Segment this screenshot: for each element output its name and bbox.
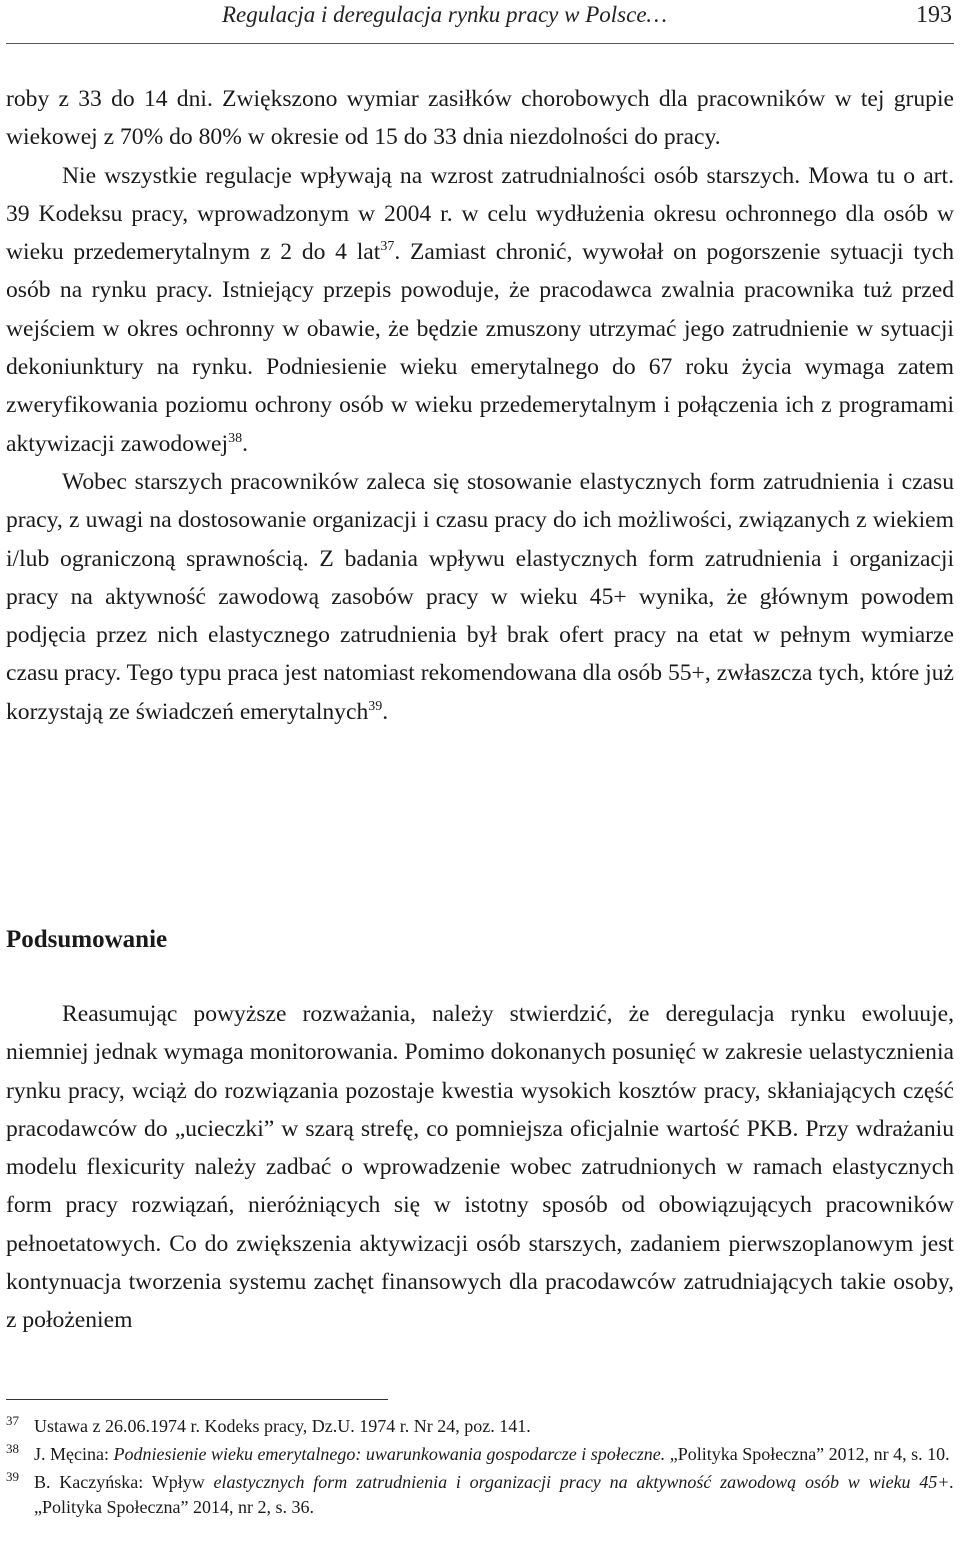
- footnote-text: Ustawa z 26.06.1974 r. Kodeks pracy, Dz.U. 1974 r. Nr 24, poz. 141.: [34, 1416, 531, 1436]
- paragraph-text: .: [242, 430, 248, 457]
- footnote-source: „Polityka Społeczna” 2014, nr 2, s. 36.: [34, 1497, 314, 1517]
- footnote-title: Podniesienie wieku emerytalnego: uwarunkowania gospodarcze i społeczne.: [113, 1444, 666, 1464]
- footnote-number: 38: [6, 1441, 19, 1456]
- footnote-number: 37: [6, 1413, 19, 1428]
- footnote-source: „Polityka Społeczna” 2012, nr 4, s. 10.: [665, 1444, 950, 1464]
- paragraph-text: Nie wszystkie regulacje wpływają na wzrost zatrudnialności osób starszych. Mowa tu o art. 39 Kodeksu pracy, wprowadzonym w 2004 r. w celu wydłużenia okresu ochronnego dla osób w wieku przedemerytalnym z 2 do 4 lat: [6, 162, 954, 266]
- footnote-ref-37[interactable]: 37: [380, 239, 395, 255]
- footnote-number: 39: [6, 1469, 19, 1484]
- footnote-37: [6, 1414, 954, 1439]
- footnote-title: elastycznych form zatrudnienia i organizacji pracy na aktywność zawodową osób w wieku 45+.: [213, 1472, 955, 1492]
- footnotes: [6, 1414, 954, 1523]
- summary-text-block: [6, 995, 954, 1340]
- page-number: 193: [916, 2, 952, 28]
- paragraph-regulations: [6, 157, 954, 463]
- section-heading: Podsumowanie: [6, 926, 168, 953]
- footnote-ref-39[interactable]: 39: [368, 698, 383, 714]
- footnote-text: J. Męcina:: [34, 1444, 114, 1464]
- running-header: [0, 0, 960, 44]
- paragraph-flexible-forms: [6, 463, 954, 731]
- paragraph-text: .: [382, 698, 389, 725]
- body-text-block: [6, 80, 954, 731]
- paragraph-continued: roby z 33 do 14 dni. Zwiększono wymiar zasiłków chorobowych dla pracowników w tej grupie wiekowej z 70% do 80% w okresie od 15 do 33 dnia niezdolności do pracy.: [6, 86, 954, 151]
- paragraph-summary: Reasumując powyższe rozważania, należy stwierdzić, że deregulacja rynku ewoluuje, niemniej jednak wymaga monitorowania. Pomimo dokonanych posunięć w zakresie uelastycznienia rynku pracy, wciąż do rozwiązania pozostaje kwestia wysokich kosztów pracy, skłaniających część pracodawców do „ucieczki” w szarą strefę, co pomniejsza oficjalnie wartość PKB. Przy wdrażaniu modelu flexicurity należy zadbać o wprowadzenie wobec zatrudnionych w ramach elastycznych form pracy rozwiązań, nieróżniących się w istotny sposób od obowiązujących pracowników pełnoetatowych. Co do zwiększenia aktywizacji osób starszych, zadaniem pierwszoplanowym jest kontynuacja tworzenia systemu zachęt finansowych dla pracodawców zatrudniających takie osoby, z położeniem: [6, 1001, 954, 1334]
- paragraph-text: . Zamiast chronić, wywołał on pogorszenie sytuacji tych osób na rynku pracy. Istniejący przepis powoduje, że pracodawca zwalnia pracownika tuż przed wejściem w okres ochronny w obawie, że będzie zmuszony utrzymać jego zatrudnienie w sytuacji dekoniunktury na rynku. Podniesienie wieku emerytalnego do 67 roku życia wymaga zatem zweryfikowania poziomu ochrony osób w wieku przedemerytalnym i połączenia ich z programami aktywizacji zawodowej: [6, 239, 954, 457]
- paragraph-text: Wobec starszych pracowników zaleca się stosowanie elastycznych form zatrudnienia i czasu pracy, z uwagi na dostosowanie organizacji i czasu pracy do ich możliwości, związanych z wiekiem i/lub ograniczoną sprawnością. Z badania wpływu elastycznych form zatrudnienia i organizacji pracy na aktywność zawodową zasobów pracy w wieku 45+ wynika, że głównym powodem podjęcia przez nich elastycznego zatrudnienia był brak ofert pracy na etat w pełnym wymiarze czasu pracy. Tego typu praca jest natomiast rekomendowana dla osób 55+, zwłaszcza tych, które już korzystają ze świadczeń emerytalnych: [6, 468, 954, 725]
- footnote-39: [6, 1470, 954, 1520]
- header-rule: [6, 43, 954, 44]
- footnote-text: B. Kaczyńska: Wpływ: [34, 1472, 214, 1492]
- footnote-rule: [6, 1399, 388, 1400]
- running-header-title: Regulacja i deregulacja rynku pracy w Polsce…: [222, 2, 667, 27]
- footnote-38: [6, 1442, 954, 1467]
- footnote-ref-38[interactable]: 38: [228, 430, 243, 446]
